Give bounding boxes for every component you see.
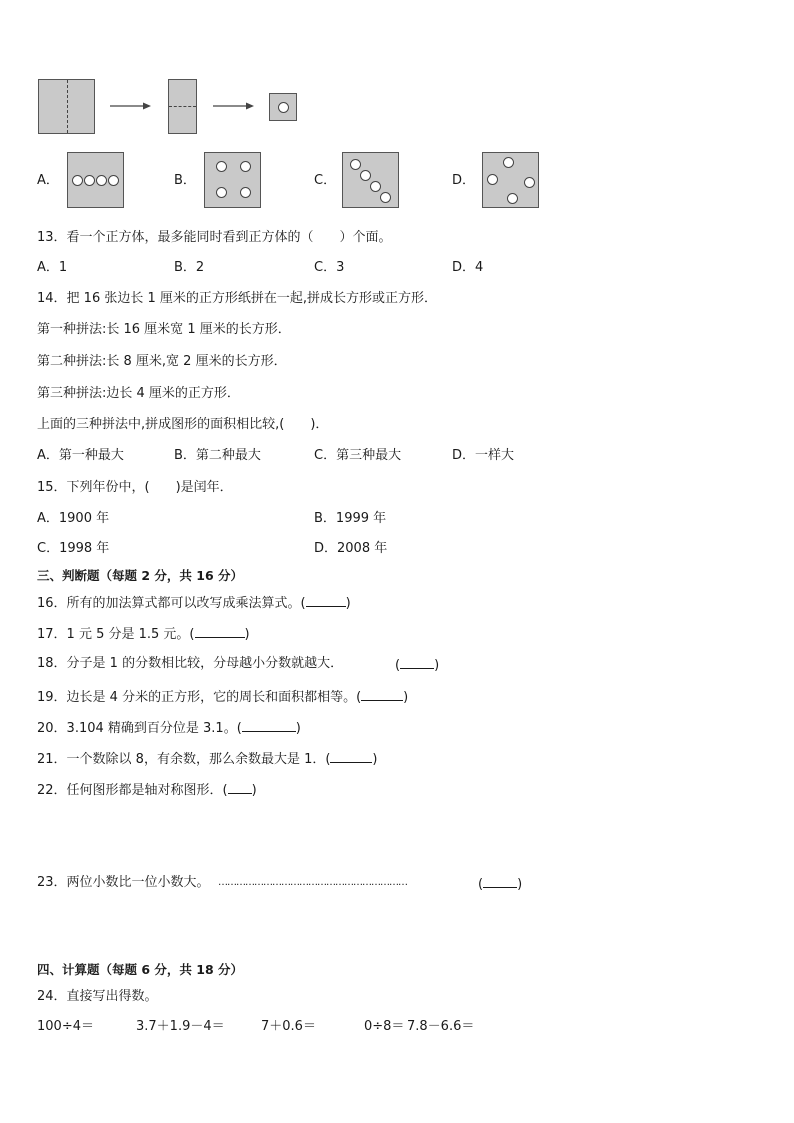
question-24-stem: 24．直接写出得数。 <box>37 989 158 1004</box>
question-14-stem: 14．把 16 张边长 1 厘米的正方形纸拼在一起,拼成长方形或正方形． <box>37 291 438 306</box>
paper-folded-twice <box>269 93 297 121</box>
q20-close: ) <box>295 721 301 736</box>
hole <box>216 187 227 198</box>
q15-option-a[interactable]: A．1900 年 <box>37 511 110 526</box>
calc-item-5: 7.8－6.6＝ <box>407 1019 475 1034</box>
hole <box>360 170 371 181</box>
hole <box>216 161 227 172</box>
answer-blank[interactable] <box>483 875 517 888</box>
q16-close: ) <box>345 596 351 611</box>
fold-line <box>169 106 196 107</box>
answer-blank[interactable] <box>400 656 434 669</box>
paper-square <box>38 79 95 134</box>
q13-option-b[interactable]: B．2 <box>174 260 205 275</box>
option-label-c: C． <box>314 173 337 188</box>
q23-dots: ……………………………………………………… <box>218 877 407 888</box>
answer-blank[interactable] <box>195 625 245 638</box>
hole <box>503 157 514 168</box>
option-label-a: A． <box>37 173 59 188</box>
hole <box>524 177 535 188</box>
question-19 <box>37 688 408 706</box>
answer-blank[interactable] <box>330 750 372 763</box>
arrow-right-icon <box>213 100 255 112</box>
option-d-square <box>482 152 539 208</box>
option-c-square <box>342 152 399 208</box>
question-23-answer <box>478 875 522 893</box>
question-18 <box>37 656 343 672</box>
answer-blank[interactable] <box>228 781 252 794</box>
question-22 <box>37 781 257 799</box>
q22-text: 22．任何图形都是轴对称图形．( <box>37 783 228 798</box>
hole <box>370 181 381 192</box>
paper-folded-once <box>168 79 197 134</box>
q13-option-d[interactable]: D．4 <box>452 260 484 275</box>
q21-text: 21．一个数除以 8，有余数，那么余数最大是 1．( <box>37 752 331 767</box>
hole-punch <box>278 102 289 113</box>
calc-item-3: 7＋0.6＝ <box>261 1019 316 1034</box>
q23-text: 23．两位小数比一位小数大。 <box>37 875 210 890</box>
q14-method-3: 第三种拼法:边长 4 厘米的正方形． <box>37 386 240 401</box>
q13-option-a[interactable]: A．1 <box>37 260 68 275</box>
option-label-d: D． <box>452 173 476 188</box>
answer-blank[interactable] <box>242 719 296 732</box>
hole <box>240 161 251 172</box>
hole <box>507 193 518 204</box>
hole <box>96 175 107 186</box>
hole <box>240 187 251 198</box>
q20-text: 20．3.104 精确到百分位是 3.1。( <box>37 721 242 736</box>
q23-close: ) <box>517 877 523 892</box>
question-13-stem: 13．看一个正方体，最多能同时看到正方体的（ ）个面。 <box>37 230 392 245</box>
q17-text: 17．1 元 5 分是 1.5 元。( <box>37 627 195 642</box>
q14-option-c[interactable]: C．第三种最大 <box>314 448 402 463</box>
arrow-right-icon <box>110 100 152 112</box>
q14-option-d[interactable]: D．一样大 <box>452 448 515 463</box>
calc-item-1: 100÷4＝ <box>37 1019 94 1034</box>
question-16 <box>37 594 351 612</box>
option-a-square <box>67 152 124 208</box>
hole <box>487 174 498 185</box>
option-b-square <box>204 152 261 208</box>
question-17 <box>37 625 250 643</box>
option-label-b: B． <box>174 173 196 188</box>
calc-item-4: 0÷8＝ <box>364 1019 405 1034</box>
hole <box>72 175 83 186</box>
q13-option-c[interactable]: C．3 <box>314 260 345 275</box>
section-3-title: 三、判断题（每题 2 分，共 16 分） <box>37 568 244 583</box>
hole <box>380 192 391 203</box>
q14-option-b[interactable]: B．第二种最大 <box>174 448 261 463</box>
hole <box>350 159 361 170</box>
hole <box>108 175 119 186</box>
fold-line <box>67 80 68 133</box>
q16-text: 16．所有的加法算式都可以改写成乘法算式。( <box>37 596 306 611</box>
q22-close: ) <box>251 783 257 798</box>
q19-close: ) <box>403 690 409 705</box>
q18-open: ( <box>395 658 401 673</box>
q19-text: 19．边长是 4 分米的正方形，它的周长和面积都相等。( <box>37 690 362 705</box>
q17-close: ) <box>244 627 250 642</box>
q14-method-2: 第二种拼法:长 8 厘米,宽 2 厘米的长方形． <box>37 354 287 369</box>
question-15-stem: 15．下列年份中，( )是闰年． <box>37 480 233 495</box>
question-21 <box>37 750 378 768</box>
section-4-title: 四、计算题（每题 6 分，共 18 分） <box>37 962 244 977</box>
question-18-answer <box>395 656 439 674</box>
calc-item-2: 3.7＋1.9－4＝ <box>136 1019 225 1034</box>
q23-open: ( <box>478 877 484 892</box>
q14-question: 上面的三种拼法中,拼成图形的面积相比较,( )． <box>37 417 329 432</box>
answer-blank[interactable] <box>306 594 346 607</box>
q18-text: 18．分子是 1 的分数相比较，分母越小分数就越大． <box>37 656 344 671</box>
hole <box>84 175 95 186</box>
q15-option-d[interactable]: D．2008 年 <box>314 541 388 556</box>
answer-blank[interactable] <box>361 688 403 701</box>
q14-option-a[interactable]: A．第一种最大 <box>37 448 124 463</box>
question-23 <box>37 875 210 891</box>
q15-option-b[interactable]: B．1999 年 <box>314 511 387 526</box>
q15-option-c[interactable]: C．1998 年 <box>37 541 110 556</box>
q18-close: ) <box>434 658 440 673</box>
q14-method-1: 第一种拼法:长 16 厘米宽 1 厘米的长方形． <box>37 322 291 337</box>
question-20 <box>37 719 301 737</box>
q21-close: ) <box>372 752 378 767</box>
